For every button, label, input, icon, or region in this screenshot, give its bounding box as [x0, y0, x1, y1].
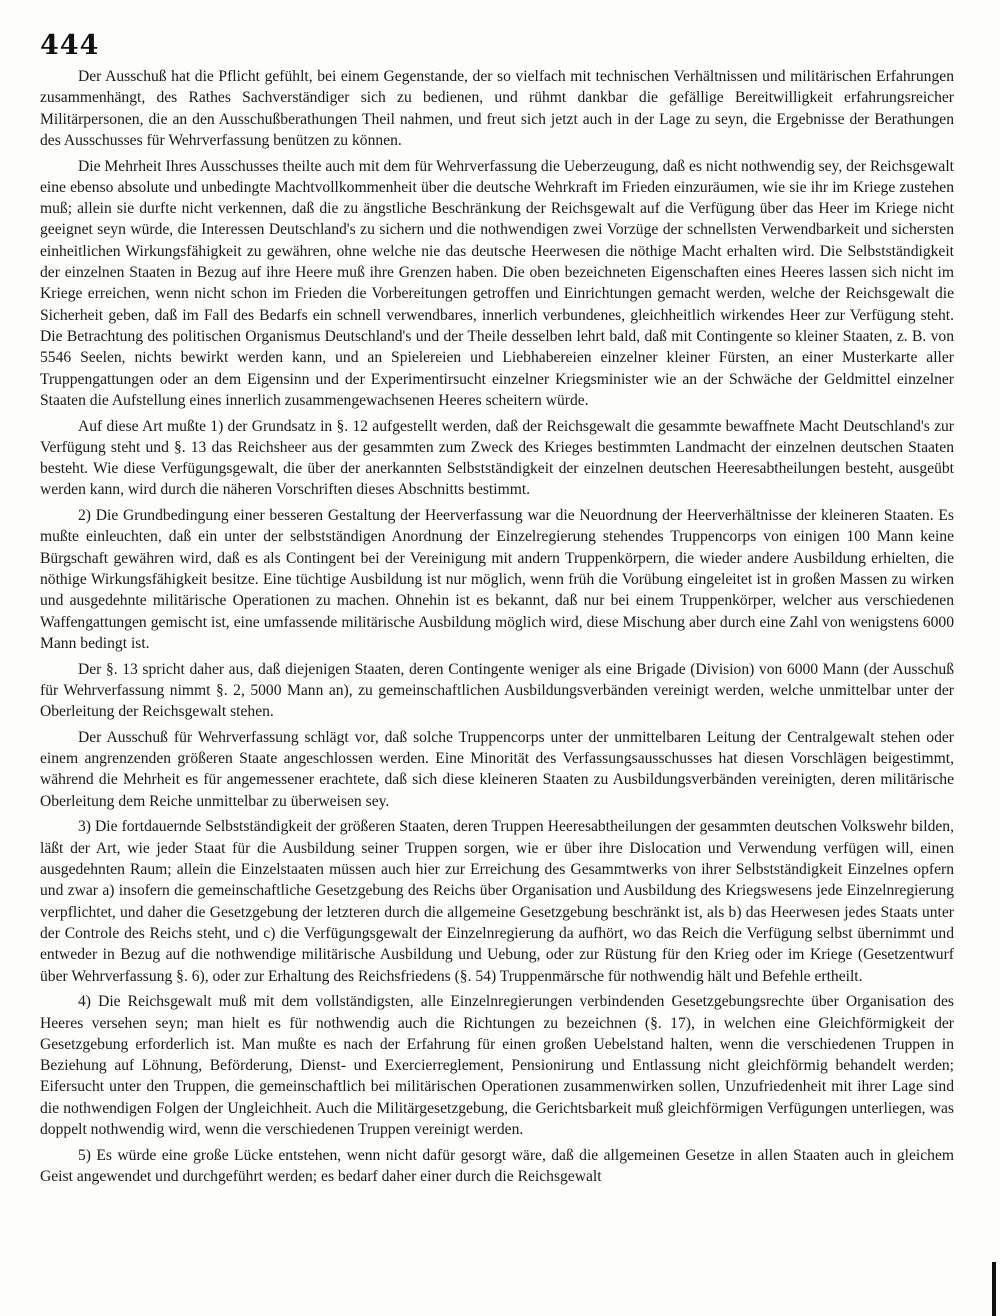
body-text [40, 66, 954, 1192]
paragraph: Auf diese Art mußte 1) der Grundsatz in §. 12 aufgestellt werden, daß der Reichsgewalt die gesammte bewaffnete Macht Deutschland's zur Verfügung steht und §. 13 das Reichsheer aus der gesammten zum Zweck des Krieges bestimmten Landmacht der einzelnen deutschen Staaten besteht. Wie diese Verfügungsgewalt, die über der anerkannten Selbstständigkeit der einzelnen deutschen Heeresabtheilungen besteht, ausgeübt werden kann, wird durch die näheren Vorschriften dieses Abschnitts bestimmt. [40, 417, 954, 499]
paragraph: Die Mehrheit Ihres Ausschusses theilte auch mit dem für Wehrverfassung die Ueberzeugung, daß es nicht nothwendig sey, der Reichsgewalt eine ebenso absolute und unbedingte Machtvollkommenheit über die deutsche Wehrkraft im Frieden einzuräumen, wie sie ihr im Kriege zustehen muß; allein sie durfte nicht verkennen, daß die zu ängstliche Beschränkung der Reichsgewalt auf die Verfügung über das Heer im Kriege nicht geeignet seyn würde, die Interessen Deutschland's zu sichern und die nothwendigen zwei Vorzüge der schnellsten Verwendbarkeit und sichersten einheitlichen Wirkungsfähigkeit zu gewähren, ohne welche nie das deutsche Heerwesen die nöthige Macht erhalten wird. Die Selbstständigkeit der einzelnen Staaten in Bezug auf ihre Heere muß ihre Grenzen haben. Die oben bezeichneten Eigenschaften eines Heeres lassen sich nicht im Kriege erreichen, wenn nicht schon im Frieden die Vorbereitungen getroffen und Einrichtungen gemacht werden, welche der Reichsgewalt die Sicherheit geben, daß im Fall des Bedarfs ein schnell verwendbares, innerlich verbundenes, gleichheitlich wirkendes Heer zur Verfügung steht. Die Betrachtung des politischen Organismus Deutschland's und der Theile desselben lehrt bald, daß mit Contingente so kleiner Staaten, z. B. von 5546 Seelen, nichts bewirkt werden kann, und an Spielereien und Liebhabereien einzelner kleiner Fürsten, an einer Musterkarte aller Truppengattungen oder an dem Eigensinn und der Experimentirsucht einzelner Kriegsminister wie an der Schwäche der Geldmittel einzelner Staaten die Aufstellung eines innerlich zusammengewachsenen Heeres scheitern würde. [40, 157, 954, 409]
paragraph: Der Ausschuß hat die Pflicht gefühlt, bei einem Gegenstande, der so vielfach mit technischen Verhältnissen und militärischen Erfahrungen zusammenhängt, des Rathes Sachverständiger sich zu bedienen, und rühmt dankbar die gefällige Bereitwilligkeit erfahrungsreicher Militärpersonen, die an den Ausschußberathungen Theil nahmen, und freut sich jetzt auch in der Lage zu seyn, die Ergebnisse der Berathungen des Ausschusses für Wehrverfassung benützen zu können. [40, 68, 954, 149]
paragraph: Der Ausschuß für Wehrverfassung schlägt vor, daß solche Truppencorps unter der unmittelbaren Leitung der Centralgewalt stehen oder einem angrenzenden größeren Staate angeschlossen werden. Eine Minorität des Verfassungsausschusses hat diesen Vorschlägen beigestimmt, während die Mehrheit es für angemessener erachtete, daß sich diese kleineren Staaten zu Ausbildungsverbänden vereinigten, deren militärische Oberleitung dem Reiche unmittelbar zu überweisen sey. [40, 728, 954, 810]
paragraph: 3) Die fortdauernde Selbstständigkeit der größeren Staaten, deren Truppen Heeresabtheilungen der gesammten deutschen Volkswehr bilden, läßt der Art, wie jeder Staat für die Ausbildung seiner Truppen sorgen, wie er über ihre Dislocation und Verwendung verfügen will, einen ausgedehnten Raum; allein die Einzelstaaten müssen auch hier zur Erreichung des Gesammtwerks von ihrer Selbstständigkeit Einzelnes opfern und zwar a) insofern die gemeinschaftliche Gesetzgebung des Reichs über Organisation und Ausbildung des Kriegswesens jede Einzelnregierung verpflichtet, und daher die Gesetzgebung der letzteren durch die allgemeine Gesetzgebung beschränkt ist, als b) das Heerwesen jedes Staats unter der Controle des Reichs steht, und c) die Verfügungsgewalt der Einzelnregierung da aufhört, wo das Reich die Verfügung selbst übernimmt und entweder in Bezug auf die nothwendige militärische Ausbildung und Uebung, oder zur Rüstung für den Krieg oder im Kriege (Gesetzentwurf über Wehrverfassung §. 6), oder zur Erhaltung des Reichsfriedens (§. 54) Truppenmärsche für nothwendig hält und Befehle ertheilt. [40, 818, 954, 985]
paragraph: 5) Es würde eine große Lücke entstehen, wenn nicht dafür gesorgt wäre, daß die allgemeinen Gesetze in allen Staaten auch in gleichem Geist angewendet und durchgeführt werden; es bedarf daher einer durch die Reichsgewalt [40, 1146, 954, 1185]
paragraph: Der §. 13 spricht daher aus, daß diejenigen Staaten, deren Contingente weniger als eine Brigade (Division) von 6000 Mann (der Ausschuß für Wehrverfassung nimmt §. 2, 5000 Mann an), zu gemeinschaftlichen Ausbildungsverbänden vereinigt werden, welche unmittelbar unter der Oberleitung der Reichsgewalt stehen. [40, 660, 954, 721]
paragraph: 4) Die Reichsgewalt muß mit dem vollständigsten, alle Einzelnregierungen verbindenden Gesetzgebungsrechte über Organisation des Heeres versehen seyn; man hielt es für nothwendig auch die Richtungen zu bezeichnen (§. 17), in welchen eine Gleichförmigkeit der Gesetzgebung erforderlich ist. Man mußte es nach der Erfahrung für einen großen Uebelstand halten, wenn die verschiedenen Truppen in Beziehung auf Löhnung, Beförderung, Dienst- und Exercierreglement, Pensionirung und Entlassung nicht gleichförmig behandelt werden; Eifersucht unter den Truppen, die gemeinschaftlich bei militärischen Operationen zusammenwirken sollen, Unzufriedenheit mit ihrer Lage sind die nothwendigen Folgen der Ungleichheit. Auch die Militärgesetzgebung, die Gerichtsbarkeit muß gleichförmigen Verfügungen unterliegen, was doppelt nothwendig wird, wenn die verschiedenen Truppen vereinigt werden. [40, 993, 954, 1138]
scan-edge-mark [992, 1262, 996, 1316]
paragraph: 2) Die Grundbedingung einer besseren Gestaltung der Heerverfassung war die Neuordnung der Heerverhältnisse der kleineren Staaten. Es mußte einleuchten, daß ein unter der selbstständigen Anordnung der Einzelregierung stehendes Truppencorps von einigen 100 Mann keine Bürgschaft gewähren wird, daß es als Contingent bei der Vereinigung mit andern Truppenkörpern, die wieder andere Ausbildung erhielten, die nöthige Wirkungsfähigkeit besitze. Eine tüchtige Ausbildung ist nur möglich, wenn früh die Vorübung eingeleitet ist in großen Massen zu wirken und ausgedehnte militärische Operationen zu machen. Ohnehin ist es bekannt, daß nur bei einem Truppenkörper, welcher aus verschiedenen Waffengattungen gemischt ist, eine umfassende militärische Ausbildung möglich wird, diese Mischung aber durch eine Zahl von wenigstens 6000 Mann bedingt ist. [40, 507, 954, 652]
page-number: 444 [40, 30, 100, 61]
